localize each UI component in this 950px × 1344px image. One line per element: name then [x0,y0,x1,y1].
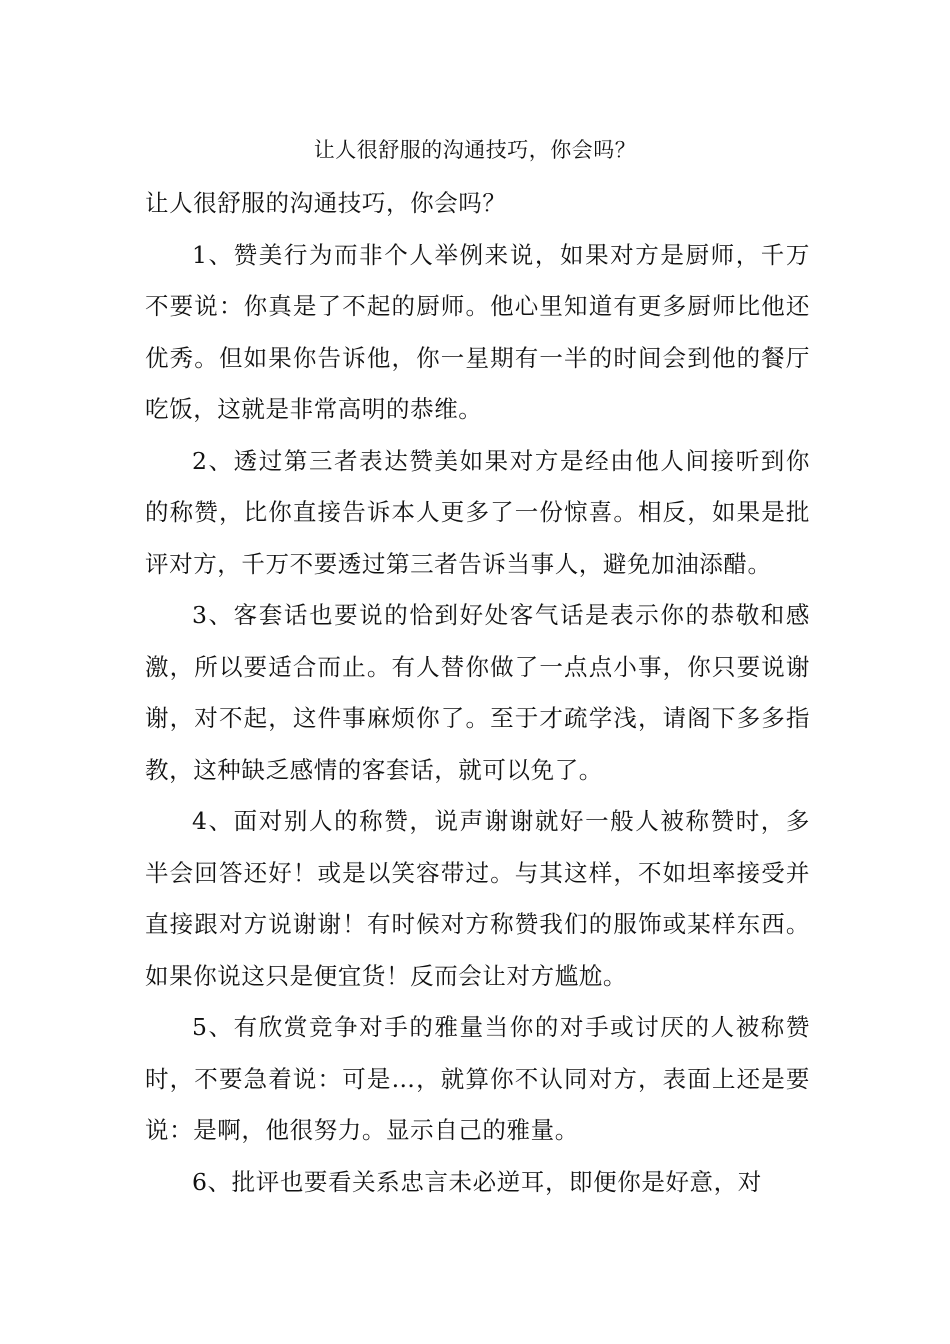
paragraph-2: 2、透过第三者表达赞美如果对方是经由他人间接听到你的称赞，比你直接告诉本人更多了一份惊喜。相反，如果是批评对方，千万不要透过第三者告诉当事人，避免加油添醋。 [145,446,810,578]
paragraph-1: 1、赞美行为而非个人举例来说，如果对方是厨师，千万不要说：你真是了不起的厨师。他心里知道有更多厨师比他还优秀。但如果你告诉他，你一星期有一半的时间会到他的餐厅吃饭，这就是非常高明的恭维。 [145,240,810,423]
document-body [145,178,810,1208]
paragraph-6: 6、批评也要看关系忠言未必逆耳，即便你是好意，对 [192,1167,762,1196]
paragraph-4: 4、面对别人的称赞，说声谢谢就好一般人被称赞时，多半会回答还好！或是以笑容带过。与其这样，不如坦率接受并直接跟对方说谢谢！有时候对方称赞我们的服饰或某样东西。如果你说这只是便宜货！反而会让对方尴尬。 [145,807,810,990]
page-title: 让人很舒服的沟通技巧，你会吗？ [313,138,637,162]
subtitle-paragraph: 让人很舒服的沟通技巧，你会吗？ [145,189,507,217]
paragraph-3: 3、客套话也要说的恰到好处客气话是表示你的恭敬和感激，所以要适合而止。有人替你做了一点点小事，你只要说谢谢，对不起，这件事麻烦你了。至于才疏学浅，请阁下多多指教，这种缺乏感情的客套话，就可以免了。 [145,601,810,784]
paragraph-5: 5、有欣赏竞争对手的雅量当你的对手或讨厌的人被称赞时，不要急着说：可是…，就算你不认同对方，表面上还是要说：是啊，他很努力。显示自己的雅量。 [145,1013,810,1144]
